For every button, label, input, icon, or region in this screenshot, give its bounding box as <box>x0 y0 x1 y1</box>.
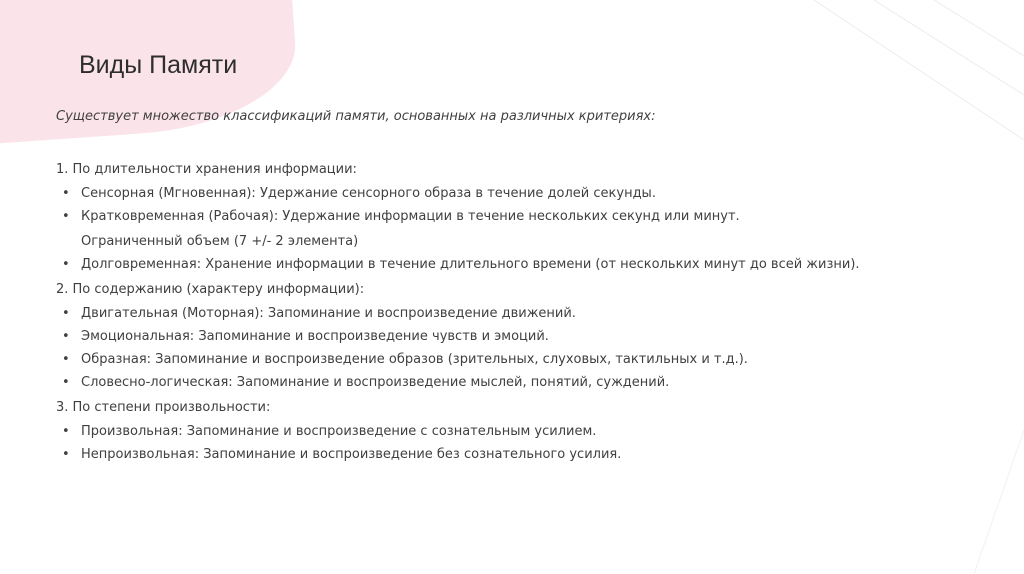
intro-text: Существует множество классификаций памяти, основанных на различных критериях: <box>56 109 656 124</box>
list-item <box>56 329 956 345</box>
list-item-text: Словесно-логическая: Запоминание и воспроизведение мыслей, понятий, суждений. <box>81 375 670 390</box>
bullet-icon: • <box>62 375 70 390</box>
bullet-icon: • <box>62 447 70 462</box>
list-item-text: Непроизвольная: Запоминание и воспроизведение без сознательного усилия. <box>81 447 622 462</box>
list-item <box>56 209 956 225</box>
bullet-list <box>56 306 956 391</box>
list-item-text: Долговременная: Хранение информации в течение длительного времени (от нескольких минут до всей жизни). <box>81 257 860 272</box>
bullet-icon: • <box>62 306 70 321</box>
bullet-icon: • <box>62 186 70 201</box>
bullet-icon: • <box>62 209 70 224</box>
bullet-icon: • <box>62 424 70 439</box>
section-duration <box>56 160 956 273</box>
section-title: 1. По длительности хранения информации: <box>56 162 357 177</box>
section-voluntariness <box>56 398 956 463</box>
list-item-text: Образная: Запоминание и воспроизведение образов (зрительных, слуховых, тактильных и т.д.). <box>81 352 748 367</box>
bullet-list <box>56 186 956 225</box>
section-content <box>56 280 956 391</box>
bullet-list <box>56 257 956 273</box>
list-item <box>56 447 956 463</box>
list-item-text: Кратковременная (Рабочая): Удержание информации в течение нескольких секунд или минут. <box>81 209 740 224</box>
list-item <box>56 352 956 368</box>
section-title: 2. По содержанию (характеру информации): <box>56 282 365 297</box>
list-item-text: Эмоциональная: Запоминание и воспроизведение чувств и эмоций. <box>81 329 549 344</box>
content-body <box>56 160 956 463</box>
list-item <box>56 424 956 440</box>
list-note: Ограниченный объем (7 +/- 2 элемента) <box>81 234 359 249</box>
list-item <box>56 257 951 273</box>
list-item-text: Сенсорная (Мгновенная): Удержание сенсорного образа в течение долей секунды. <box>81 186 656 201</box>
list-item <box>56 186 956 202</box>
list-item-text: Произвольная: Запоминание и воспроизведение с сознательным усилием. <box>81 424 597 439</box>
slide-title: Виды Памяти <box>79 51 238 79</box>
bullet-icon: • <box>62 329 70 344</box>
bullet-list <box>56 424 956 463</box>
bullet-icon: • <box>62 352 70 367</box>
list-item <box>56 375 956 391</box>
list-item <box>56 306 956 322</box>
list-item-text: Двигательная (Моторная): Запоминание и воспроизведение движений. <box>81 306 576 321</box>
bullet-icon: • <box>62 257 70 272</box>
section-title: 3. По степени произвольности: <box>56 400 271 415</box>
